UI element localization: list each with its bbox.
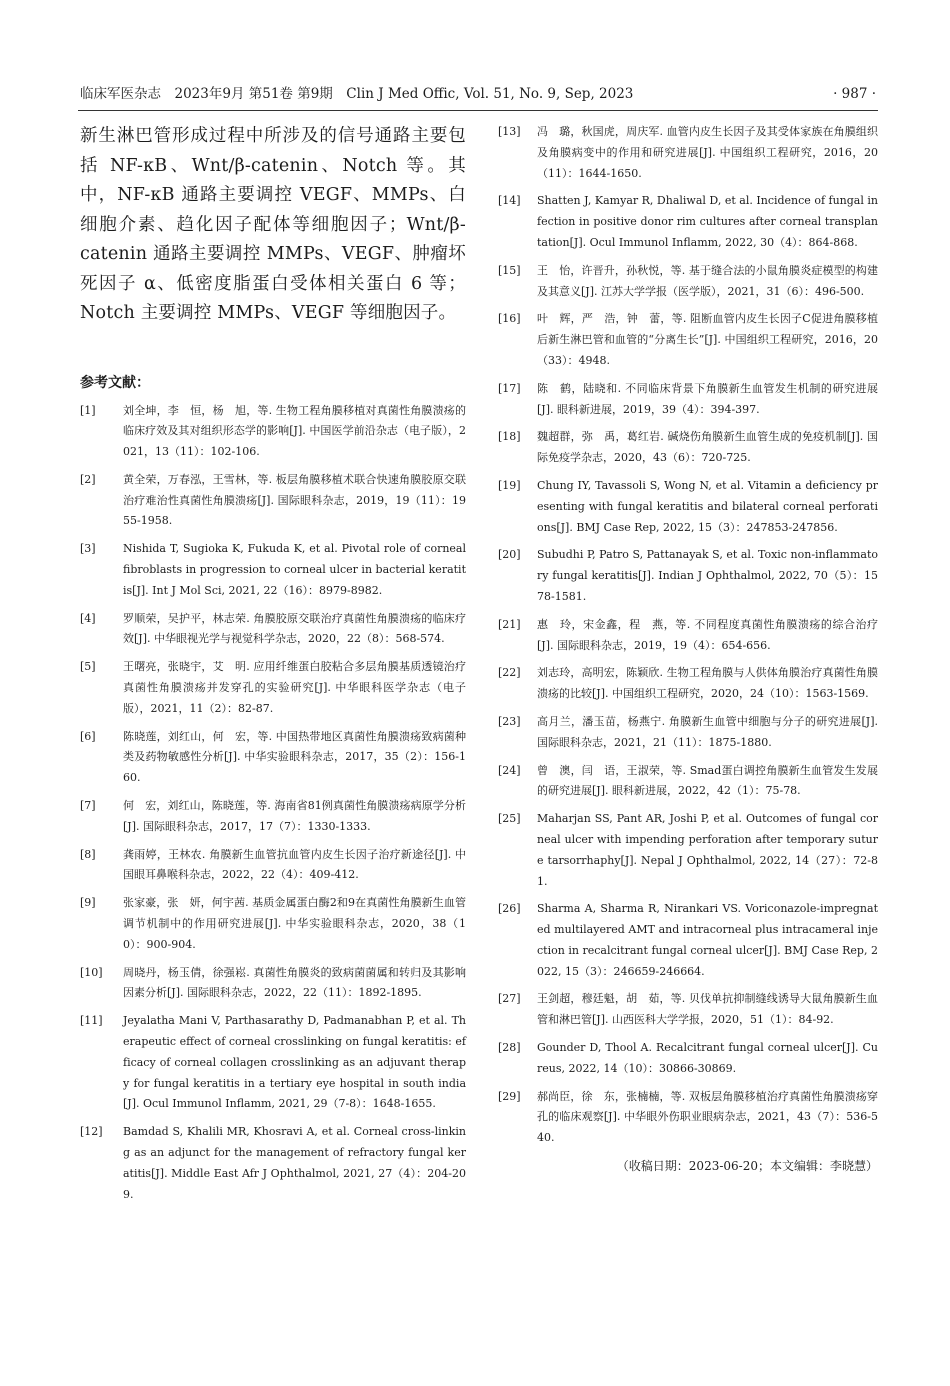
reference-number: [1] bbox=[80, 403, 96, 417]
reference-item bbox=[498, 899, 878, 982]
reference-number: [11] bbox=[80, 1014, 103, 1028]
reference-text: 罗顺荣，吴护平，林志荣. 角膜胶原交联治疗真菌性角膜溃疡的临床疗效[J]. 中华眼视光学与视觉科学杂志，2020，22（8）：568-574. bbox=[123, 611, 466, 646]
reference-item bbox=[498, 809, 878, 892]
reference-text: 龚雨婷，王林农. 角膜新生血管抗血管内皮生长因子治疗新途径[J]. 中国眼耳鼻喉科杂志，2022，22（4）：409-412. bbox=[123, 847, 466, 882]
reference-text: 刘志玲，高明宏，陈颖欣. 生物工程角膜与人供体角膜治疗真菌性角膜溃疡的比较[J]. 中国组织工程研究，2020，24（10）：1563-1569. bbox=[537, 666, 878, 701]
reference-item bbox=[80, 1011, 466, 1115]
body-paragraph: 新生淋巴管形成过程中所涉及的信号通路主要包括 NF-κB、Wnt/β-catenin、Notch 等。其中，NF-κB 通路主要调控 VEGF、MMPs、白细胞介素、趋化因子配体等细胞因子；Wnt/β-catenin 通路主要调控 MMPs、VEGF、肿瘤坏死因子 α、低密度脂蛋白受体相关蛋白 6 等；Notch 主要调控 MMPs、VEGF 等细胞因子。 bbox=[80, 126, 466, 323]
reference-text: Gounder D, Thool A. Recalcitrant fungal corneal ulcer[J]. Cureus, 2022, 14（10）：30866-30869. bbox=[537, 1041, 878, 1075]
reference-number: [18] bbox=[498, 430, 521, 444]
reference-text: 魏超群，弥 禹，葛红岩. 碱烧伤角膜新生血管生成的免疫机制[J]. 国际免疫学杂志，2020，43（6）：720-725. bbox=[537, 430, 878, 465]
page-number: · 987 · bbox=[833, 86, 876, 102]
reference-text: 冯 璐，秋国虎，周庆军. 血管内皮生长因子及其受体家族在角膜组织及角膜病变中的作用和研究进展[J]. 中国组织工程研究，2016，20（11）：1644-1650. bbox=[537, 125, 878, 180]
reference-number: [5] bbox=[80, 660, 96, 674]
reference-item bbox=[80, 845, 466, 887]
reference-number: [12] bbox=[80, 1125, 103, 1139]
reference-list-right bbox=[498, 122, 878, 1149]
header-rule bbox=[78, 110, 878, 111]
reference-item bbox=[498, 427, 878, 469]
reference-text: 陈晓莲，刘红山，何 宏，等. 中国热带地区真菌性角膜溃疡致病菌种类及药物敏感性分析[J]. 中华实验眼科杂志，2017，35（2）：156-160. bbox=[123, 729, 466, 785]
reference-number: [4] bbox=[80, 611, 96, 625]
reference-number: [29] bbox=[498, 1089, 521, 1103]
journal-citation: 临床军医杂志 2023年9月 第51卷 第9期 Clin J Med Offic, Vol. 51, No. 9, Sep, 2023 bbox=[80, 86, 634, 102]
reference-text: 周晓丹，杨玉倩，徐强崧. 真菌性角膜炎的致病菌菌属和转归及其影响因素分析[J]. 国际眼科杂志，2022，22（11）：1892-1895. bbox=[123, 965, 466, 1000]
reference-number: [14] bbox=[498, 194, 521, 208]
reference-number: [22] bbox=[498, 666, 521, 680]
reference-item bbox=[498, 615, 878, 657]
reference-number: [23] bbox=[498, 714, 521, 728]
reference-number: [7] bbox=[80, 799, 96, 813]
left-column bbox=[80, 122, 466, 1212]
reference-number: [15] bbox=[498, 263, 521, 277]
reference-item bbox=[80, 609, 466, 651]
reference-number: [2] bbox=[80, 472, 96, 486]
reference-item bbox=[498, 712, 878, 754]
reference-number: [13] bbox=[498, 125, 521, 138]
reference-item bbox=[498, 122, 878, 184]
reference-item bbox=[80, 470, 466, 532]
reference-item bbox=[80, 401, 466, 463]
reference-number: [26] bbox=[498, 902, 521, 916]
reference-text: 王 怡，许晋升，孙秋悦，等. 基于缝合法的小鼠角膜炎症模型的构建及其意义[J]. 江苏大学学报（医学版），2021，31（6）：496-500. bbox=[537, 263, 878, 298]
reference-number: [20] bbox=[498, 548, 521, 562]
reference-text: 叶 辉，严 浩，钟 蕾，等. 阻断血管内皮生长因子C促进角膜移植后新生淋巴管和血管的“分离生长”[J]. 中国组织工程研究，2016，20（33）：4948. bbox=[537, 312, 878, 367]
reference-number: [28] bbox=[498, 1041, 521, 1055]
reference-text: 曾 澳，闫 语，王淑荣，等. Smad蛋白调控角膜新生血管发生发展的研究进展[J]. 眼科新进展，2022，42（1）：75-78. bbox=[537, 763, 878, 798]
reference-item bbox=[498, 476, 878, 538]
reference-item bbox=[80, 539, 466, 601]
reference-number: [3] bbox=[80, 542, 96, 556]
reference-text: Nishida T, Sugioka K, Fukuda K, et al. Pivotal role of corneal fibroblasts in progression to corneal ulcer in bacterial keratitis[J]. Int J Mol Sci, 2021, 22（16）：8979-8982. bbox=[123, 542, 466, 597]
reference-text: Subudhi P, Patro S, Pattanayak S, et al. Toxic non-inflammatory fungal keratitis[J]. Indian J Ophthalmol, 2022, 70（5）：1578-1581. bbox=[537, 548, 878, 603]
reference-number: [25] bbox=[498, 812, 521, 826]
reference-item bbox=[80, 963, 466, 1005]
reference-item bbox=[498, 191, 878, 253]
reference-text: 黄全荣，万春泓，王雪林，等. 板层角膜移植术联合快速角膜胶原交联治疗难治性真菌性角膜溃疡[J]. 国际眼科杂志，2019，19（11）：1955-1958. bbox=[123, 472, 466, 528]
reference-number: [27] bbox=[498, 992, 521, 1006]
reference-text: 高月兰，潘玉苗，杨燕宁. 角膜新生血管中细胞与分子的研究进展[J]. 国际眼科杂志，2021，21（11）：1875-1880. bbox=[537, 714, 878, 749]
reference-text: 刘全坤，李 恒，杨 旭，等. 生物工程角膜移植对真菌性角膜溃疡的临床疗效及其对组织形态学的影响[J]. 中国医学前沿杂志（电子版），2021，13（11）：102-106. bbox=[123, 403, 466, 459]
reference-text: 惠 玲，宋金鑫，程 燕，等. 不同程度真菌性角膜溃疡的综合治疗[J]. 国际眼科杂志，2019，19（4）：654-656. bbox=[537, 617, 878, 652]
reference-number: [21] bbox=[498, 617, 521, 631]
reference-item bbox=[498, 261, 878, 303]
reference-text: Chung IY, Tavassoli S, Wong N, et al. Vitamin a deficiency presenting with fungal keratitis and bilateral corneal perforations[J]. BMJ Case Rep, 2022, 15（3）：247853-247856. bbox=[537, 478, 878, 534]
reference-item bbox=[80, 1122, 466, 1205]
reference-item bbox=[80, 657, 466, 719]
reference-text: 陈 鹤，陆晓和. 不同临床背景下角膜新生血管发生机制的研究进展[J]. 眼科新进展，2019，39（4）：394-397. bbox=[537, 381, 878, 416]
reference-item bbox=[498, 761, 878, 803]
reference-item bbox=[498, 663, 878, 705]
reference-item bbox=[498, 379, 878, 421]
reference-list-left bbox=[80, 401, 466, 1206]
reference-item bbox=[498, 1038, 878, 1080]
reference-number: [16] bbox=[498, 312, 521, 326]
reference-text: 王曙亮，张晓宇，艾 明. 应用纤维蛋白胶粘合多层角膜基质透镜治疗真菌性角膜溃疡并发穿孔的实验研究[J]. 中华眼科医学杂志（电子版），2021，11（2）：82-87. bbox=[123, 660, 466, 715]
reference-text: 张家豪，张 妍，何宇茜. 基质金属蛋白酶2和9在真菌性角膜新生血管调节机制中的作用研究进展[J]. 中华实验眼科杂志，2020，38（10）：900-904. bbox=[123, 896, 466, 951]
reference-item bbox=[498, 1087, 878, 1149]
reference-item bbox=[498, 989, 878, 1031]
reference-text: Shatten J, Kamyar R, Dhaliwal D, et al. Incidence of fungal infection in positive donor rim cultures after corneal transplantation[J]. Ocul Immunol Inflamm, 2022, 30（4）：864-868. bbox=[537, 194, 878, 249]
reference-item bbox=[498, 309, 878, 371]
reference-text: Maharjan SS, Pant AR, Joshi P, et al. Outcomes of fungal corneal ulcer with impending perforation after temporary suture tarsorrhaphy[J]. Nepal J Ophthalmol, 2022, 14（27）：72-81. bbox=[537, 812, 878, 888]
reference-item bbox=[80, 727, 466, 789]
reference-text: 郝尚臣，徐 东，张楠楠，等. 双板层角膜移植治疗真菌性角膜溃疡穿孔的临床观察[J]. 中华眼外伤职业眼病杂志，2021，43（7）：536-540. bbox=[537, 1089, 878, 1145]
reference-text: 王剑超，穆廷魁，胡 茹，等. 贝伐单抗抑制缝线诱导大鼠角膜新生血管和淋巴管[J]. 山西医科大学学报，2020，51（1）：84-92. bbox=[537, 992, 878, 1027]
reference-number: [8] bbox=[80, 847, 96, 861]
reference-number: [9] bbox=[80, 896, 96, 910]
reference-number: [6] bbox=[80, 729, 96, 743]
reference-item bbox=[80, 796, 466, 838]
running-header bbox=[80, 82, 876, 106]
reference-item bbox=[498, 545, 878, 607]
received-date-note: （收稿日期：2023-06-20；本文编辑：李晓慧） bbox=[616, 1159, 878, 1174]
reference-text: Jeyalatha Mani V, Parthasarathy D, Padmanabhan P, et al. Therapeutic effect of corneal crosslinking on fungal keratitis: efficacy of corneal collagen crosslinking as an adjuvant therapy for fungal keratitis in a tertiary eye hospital in south india[J]. Ocul Immunol Inflamm, 2021, 29（7-8）：1648-1655. bbox=[123, 1014, 466, 1111]
reference-number: [24] bbox=[498, 763, 521, 777]
reference-number: [19] bbox=[498, 478, 521, 492]
reference-text: Bamdad S, Khalili MR, Khosravi A, et al. Corneal cross-linking as an adjunct for the management of refractory fungal keratitis[J]. Middle East Afr J Ophthalmol, 2021, 27（4）：204-209. bbox=[123, 1125, 466, 1201]
right-column bbox=[498, 122, 878, 1176]
reference-text: 何 宏，刘红山，陈晓莲，等. 海南省81例真菌性角膜溃疡病原学分析[J]. 国际眼科杂志，2017，17（7）：1330-1333. bbox=[123, 799, 466, 833]
references-heading: 参考文献： bbox=[80, 374, 150, 391]
reference-number: [17] bbox=[498, 381, 521, 395]
reference-item bbox=[80, 893, 466, 955]
reference-number: [10] bbox=[80, 965, 103, 979]
reference-text: Sharma A, Sharma R, Nirankari VS. Voriconazole-impregnated multilayered AMT and intracorneal plus intracameral injection in recalcitrant fungal corneal ulcer[J]. BMJ Case Rep, 2022, 15（3）：246659-246664. bbox=[537, 902, 878, 978]
